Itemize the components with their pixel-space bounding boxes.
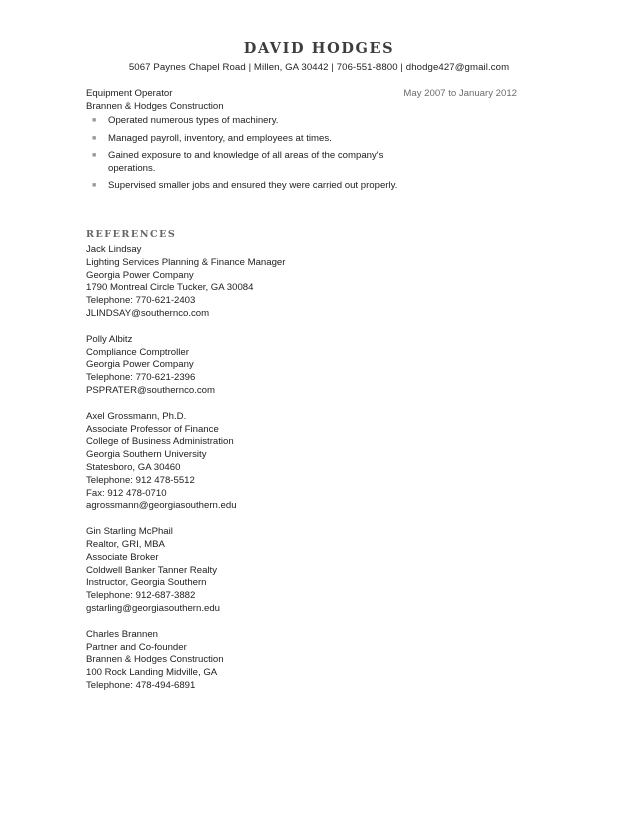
reference-name: Jack Lindsay [86, 244, 142, 255]
job-bullet-text: Operated numerous types of machinery. [108, 115, 279, 126]
job-bullet-text: Gained exposure to and knowledge of all areas of the company's operations. [108, 150, 384, 174]
job-bullet-text: Supervised smaller jobs and ensured they were carried out properly. [108, 180, 398, 191]
reference-line: Telephone: 770-621-2396 [86, 372, 196, 384]
references-heading: REFERENCES [86, 229, 177, 240]
contact-line: 5067 Paynes Chapel Road | Millen, GA 30442 | 706-551-8800 | dhodge427@gmail.com [128, 62, 510, 73]
reference-email: gstarling@georgiasouthern.edu [86, 602, 221, 614]
references-list [86, 244, 486, 706]
reference-name: Axel Grossmann, Ph.D. [86, 410, 187, 422]
reference-line: Georgia Southern University [86, 449, 207, 461]
job-dates: May 2007 to January 2012 [403, 88, 517, 99]
reference-name: Charles Brannen [86, 628, 158, 640]
reference-line: Coldwell Banker Tanner Realty [86, 564, 218, 576]
reference-line: Associate Broker [86, 551, 159, 563]
reference-entry [86, 526, 486, 616]
job-bullet [92, 180, 402, 193]
reference-line: Associate Professor of Finance [86, 423, 219, 435]
reference-email: PSPRATER@southernco.com [86, 384, 215, 396]
reference-line: Partner and Co-founder [86, 641, 187, 653]
reference-line: Realtor, GRI, MBA [86, 538, 165, 550]
reference-line: Georgia Power Company [86, 359, 194, 371]
reference-line: Georgia Power Company [86, 269, 194, 281]
reference-line: Telephone: 478-494-6891 [86, 679, 196, 691]
bullet-icon: ■ [92, 134, 97, 142]
job-company: Brannen & Hodges Construction [86, 101, 224, 112]
reference-entry [86, 411, 486, 513]
reference-entry [86, 244, 486, 321]
reference-email: agrossmann@georgiasouthern.edu [86, 500, 237, 512]
resume-name: DAVID HODGES [243, 40, 395, 57]
job-bullet [92, 150, 402, 175]
reference-line: Brannen & Hodges Construction [86, 654, 224, 666]
bullet-icon: ■ [92, 182, 97, 189]
reference-line: 100 Rock Landing Midville, GA [86, 667, 218, 679]
reference-entry [86, 334, 486, 398]
reference-line: Telephone: 770-621-2403 [86, 295, 196, 307]
job-title: Equipment Operator [86, 88, 173, 99]
reference-name: Polly Albitz [86, 333, 133, 345]
reference-line: 1790 Montreal Circle Tucker, GA 30084 [86, 282, 254, 294]
reference-line: Telephone: 912 478-5512 [86, 474, 195, 486]
bullet-icon: ■ [92, 117, 97, 124]
reference-entry [86, 629, 486, 693]
reference-line: Fax: 912 478-0710 [86, 487, 167, 499]
job-bullet [92, 115, 402, 128]
job-bullet-list [92, 115, 402, 198]
reference-name: Gin Starling McPhail [86, 526, 173, 538]
bullet-icon: ■ [92, 152, 97, 159]
reference-line: Instructor, Georgia Southern [86, 577, 207, 589]
reference-line: Compliance Comptroller [86, 346, 189, 358]
job-bullet [92, 133, 402, 146]
job-bullet-text: Managed payroll, inventory, and employees at times. [108, 132, 332, 144]
reference-line: Lighting Services Planning & Finance Manager [86, 256, 286, 268]
reference-line: College of Business Administration [86, 436, 234, 448]
reference-email: JLINDSAY@southernco.com [86, 307, 210, 319]
reference-line: Telephone: 912-687-3882 [86, 590, 196, 602]
reference-line: Statesboro, GA 30460 [86, 461, 181, 473]
